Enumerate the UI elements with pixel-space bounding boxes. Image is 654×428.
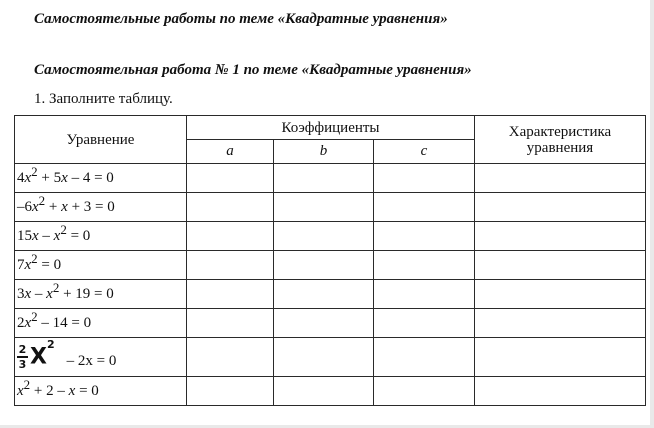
characteristic-cell[interactable] [475,377,646,406]
fraction-two-thirds: $\frac{2}{3}$ [18,343,27,371]
equation-cell: $-6x^2 + x + 3 = 0$ [15,193,187,222]
coefficient-a-cell[interactable] [187,251,274,280]
characteristic-cell[interactable] [475,338,646,377]
table-row [15,193,646,222]
page-title: Самостоятельные работы по теме «Квадратные уравнения» [34,11,448,27]
header-characteristic: Характеристика уравнения [475,116,646,164]
coefficient-a-cell[interactable] [187,164,274,193]
coefficient-a-cell[interactable] [187,222,274,251]
table-row [15,164,646,193]
characteristic-cell[interactable] [475,222,646,251]
equation-cell: $4x^2 + 5x - 4 = 0$ [15,164,187,193]
scrollbar-track[interactable] [650,0,654,428]
table-row [15,377,646,406]
characteristic-cell[interactable] [475,164,646,193]
coefficient-b-cell[interactable] [274,280,374,309]
characteristic-cell[interactable] [475,280,646,309]
coefficient-b-cell[interactable] [274,338,374,377]
coefficient-b-cell[interactable] [274,309,374,338]
coefficient-b-cell[interactable] [274,222,374,251]
coefficient-b-cell[interactable] [274,377,374,406]
characteristic-cell[interactable] [475,309,646,338]
equation-cell: $2x^2 - 14 = 0$ [15,309,187,338]
subheader-b: b [274,140,374,164]
work-title: Самостоятельная работа № 1 по теме «Квадратные уравнения» [34,62,472,78]
characteristic-cell[interactable] [475,193,646,222]
equation-cell: $7x^2 = 0$ [15,251,187,280]
equation-cell: $x^2 + 2 - x = 0$ [15,377,187,406]
table-row [15,309,646,338]
coefficient-a-cell[interactable] [187,280,274,309]
table-row [15,251,646,280]
equation-cell: $\frac{2}{3}$ $X^2-$ 2x = 0 [15,338,187,377]
table-row [15,222,646,251]
equation-cell: $15x - x^2 = 0$ [15,222,187,251]
coefficient-c-cell[interactable] [374,309,475,338]
coefficient-c-cell[interactable] [374,280,475,309]
coefficient-a-cell[interactable] [187,377,274,406]
coefficient-b-cell[interactable] [274,164,374,193]
coefficient-c-cell[interactable] [374,193,475,222]
table-row [15,280,646,309]
coefficient-c-cell[interactable] [374,377,475,406]
coefficient-a-cell[interactable] [187,309,274,338]
coefficient-b-cell[interactable] [274,251,374,280]
subheader-c: c [374,140,475,164]
subheader-a: a [187,140,274,164]
coefficient-c-cell[interactable] [374,338,475,377]
header-coefficients: Коэффициенты [187,116,475,140]
task-instruction: 1. Заполните таблицу. [34,91,173,107]
coefficient-c-cell[interactable] [374,222,475,251]
coefficient-b-cell[interactable] [274,193,374,222]
header-equation: Уравнение [15,116,187,164]
coefficients-table [14,115,646,406]
coefficient-c-cell[interactable] [374,164,475,193]
coefficient-c-cell[interactable] [374,251,475,280]
coefficient-a-cell[interactable] [187,193,274,222]
characteristic-cell[interactable] [475,251,646,280]
equation-cell: $3x - x^2 + 19 = 0$ [15,280,187,309]
table-row [15,338,646,377]
coefficient-a-cell[interactable] [187,338,274,377]
